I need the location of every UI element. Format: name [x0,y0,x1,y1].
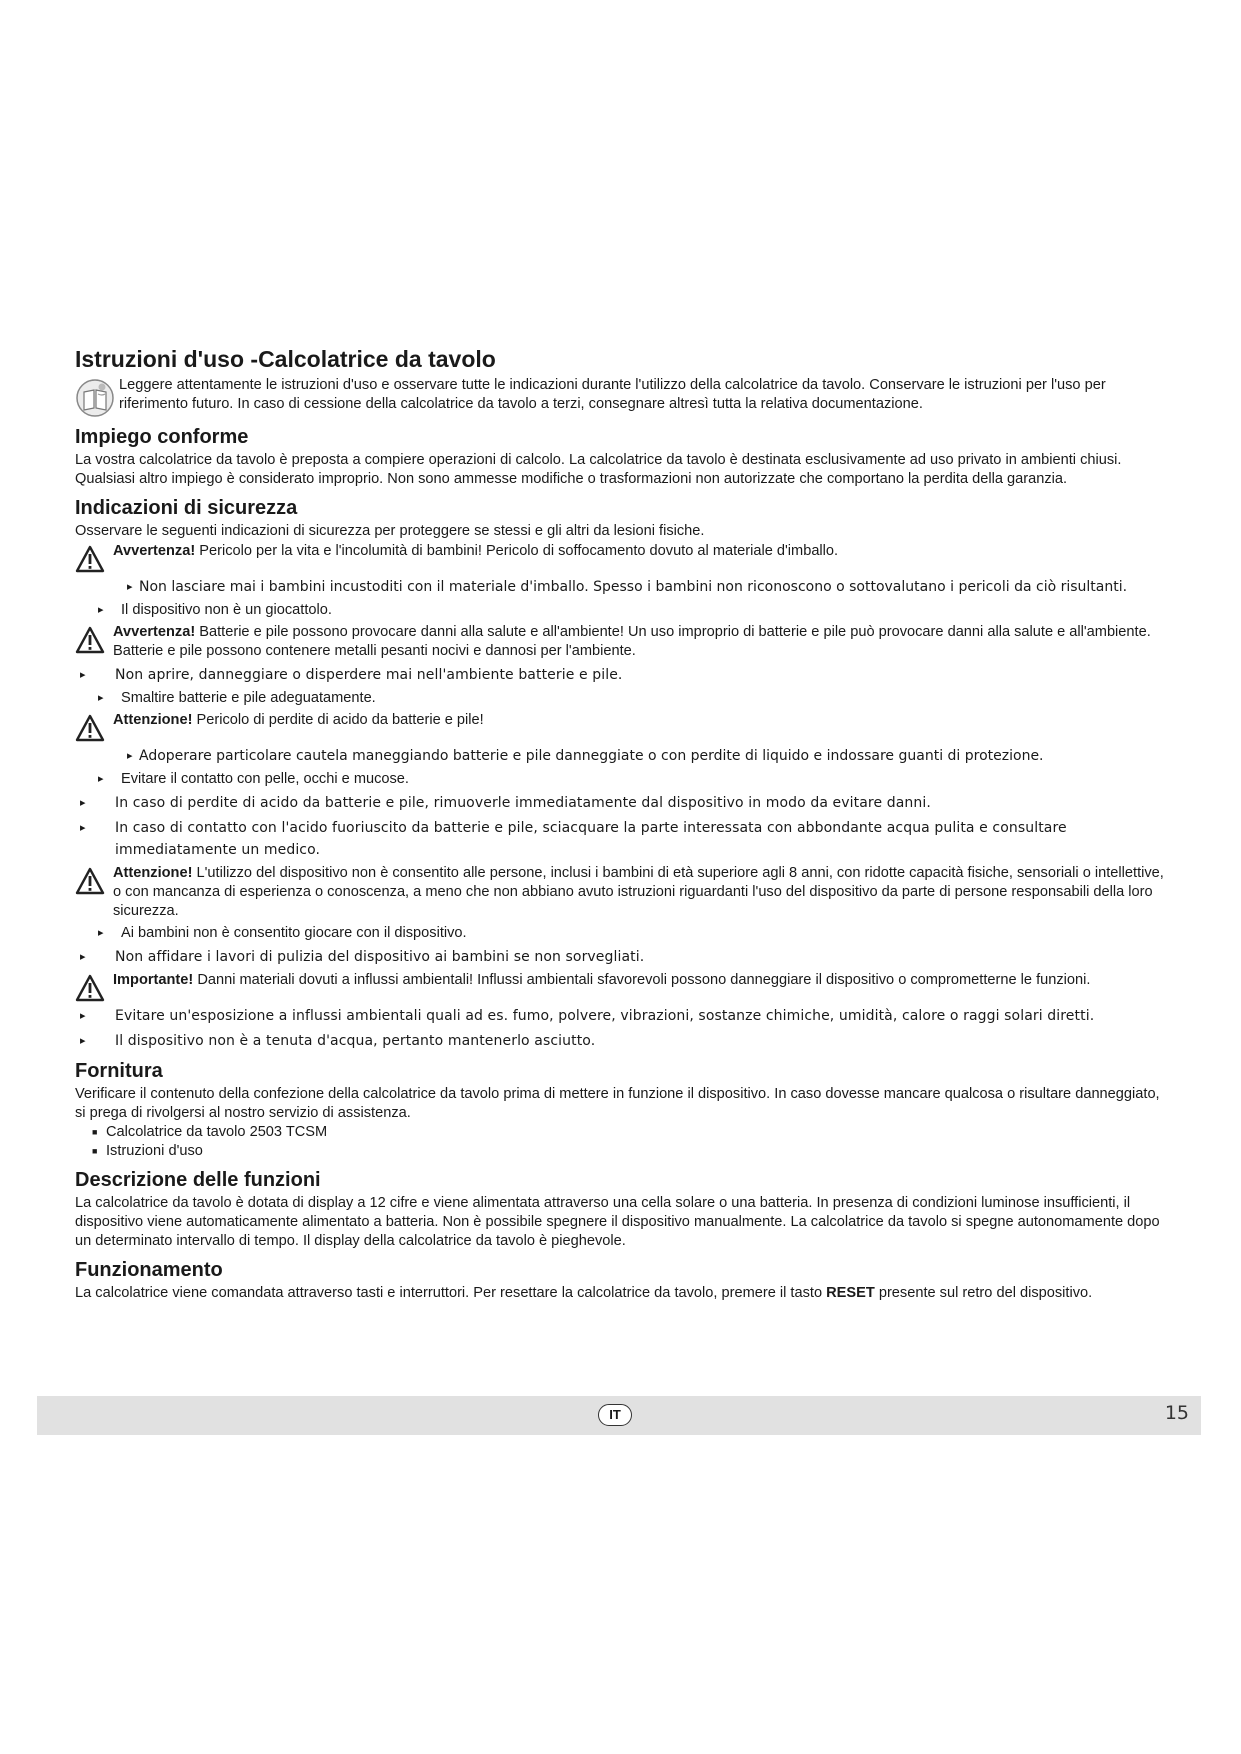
funzionamento-text: La calcolatrice viene comandata attraverso tasti e interruttori. Per resettare la calcolatrice da tavolo, premere il tasto RESET presente sul retro del dispositivo. [75,1285,1093,1301]
heading-funzionamento: Funzionamento [75,1259,223,1281]
list-item: ■ Istruzioni d'uso [75,1142,1165,1161]
warning-block [75,711,1165,742]
heading-descrizione-funzioni: Descrizione delle funzioni [75,1169,321,1191]
warning-triangle-icon [75,545,105,573]
list-item: ▸ Smaltire batterie e pile adeguatamente. [75,689,1165,708]
warning-label: Importante! [113,972,194,988]
warning-triangle-icon [75,714,105,742]
fornitura-text: Verificare il contenuto della confezione della calcolatrice da tavolo prima di mettere in funzione il dispositivo. In caso dovesse mancare qualcosa o risultare danneggiato, si prega di rivolgersi al nostro servizio di assistenza. [75,1086,1160,1121]
page-number: 15 [1164,1402,1189,1424]
language-badge: IT [598,1404,632,1426]
warning-label: Avvertenza! [113,624,196,640]
intro-text: Leggere attentamente le istruzioni d'uso e osservare tutte le indicazioni durante l'utilizzo della calcolatrice da tavolo. Conservare le istruzioni per l'uso per riferimento futuro. In caso di cessione della calcolatrice da tavolo a terzi, consegnare altresì tutta la relativa documentazione. [119,377,1106,412]
reset-key-label: RESET [826,1285,875,1301]
warning-label: Avvertenza! [113,543,196,559]
warning-label: Attenzione! [113,712,193,728]
warning-text: Importante! Danni materiali dovuti a influssi ambientali! Influssi ambientali sfavorevoli possono danneggiare il dispositivo o comprometterne le funzioni. [113,972,1091,988]
list-item: ▸ Evitare un'esposizione a influssi ambientali quali ad es. fumo, polvere, vibrazioni, sostanze chimiche, umidità, calore o raggi solari diretti. [75,1005,1165,1027]
page-footer [37,1396,1201,1435]
descrizione-text: La calcolatrice da tavolo è dotata di display a 12 cifre e viene alimentata attraverso una cella solare o una batteria. In presenza di condizioni luminose insufficienti, il dispositivo viene automaticamente alimentato a batteria. Non è possibile spegnere il dispositivo manualmente. La calcolatrice da tavolo si spegne autonomamente dopo un determinato intervallo di tempo. Il display della calcolatrice da tavolo è pieghevole. [75,1195,1160,1249]
warning-triangle-icon [75,626,105,654]
page-title: Istruzioni d'uso -Calcolatrice da tavolo [75,346,496,372]
list-item: ▸ Ai bambini non è consentito giocare con il dispositivo. [75,924,1165,943]
heading-indicazioni-sicurezza: Indicazioni di sicurezza [75,497,298,519]
list-item: ▸ Il dispositivo non è a tenuta d'acqua, pertanto mantenerlo asciutto. [75,1030,1165,1052]
read-manual-icon [75,378,115,418]
list-item: ▸ Evitare il contatto con pelle, occhi e mucose. [75,770,1165,789]
warning-block [75,542,1165,573]
list-item: ■ Calcolatrice da tavolo 2503 TCSM [75,1123,1165,1142]
warning-text: Avvertenza! Batterie e pile possono provocare danni alla salute e all'ambiente! Un uso improprio di batterie e pile può provocare danni alla salute e all'ambiente. Batterie e pile possono contenere metalli pesanti nocivi e dannosi per l'ambiente. [113,624,1151,659]
list-item: ▸ Non lasciare mai i bambini incustoditi con il materiale d'imballo. Spesso i bambini non riconoscono o sottovalutano i pericoli da ciò risultanti. [75,576,1165,598]
warning-text: Avvertenza! Pericolo per la vita e l'incolumità di bambini! Pericolo di soffocamento dovuto al materiale d'imballo. [113,543,839,559]
warning-triangle-icon [75,867,105,895]
heading-impiego-conforme: Impiego conforme [75,426,249,448]
warning-block [75,623,1165,661]
list-item: ▸ In caso di contatto con l'acido fuoriuscito da batterie e pile, sciacquare la parte interessata con abbondante acqua pulita e consultare immediatamente un medico. [75,817,1165,861]
warning-label: Attenzione! [113,865,193,881]
list-item: ▸ Adoperare particolare cautela maneggiando batterie e pile danneggiate o con perdite di liquido e indossare guanti di protezione. [75,745,1165,767]
warning-text: Attenzione! Pericolo di perdite di acido da batterie e pile! [113,712,484,728]
list-item: ▸ Non affidare i lavori di pulizia del dispositivo ai bambini se non sorvegliati. [75,946,1165,968]
manual-page [75,346,1165,1303]
list-item: ▸ Non aprire, danneggiare o disperdere mai nell'ambiente batterie e pile. [75,664,1165,686]
intro-block [75,376,1165,418]
impiego-paragraph-1: La vostra calcolatrice da tavolo è preposta a compiere operazioni di calcolo. La calcolatrice da tavolo è destinata esclusivamente ad uso privato in ambienti chiusi. [75,452,1122,468]
warning-triangle-icon [75,974,105,1002]
warning-text: Attenzione! L'utilizzo del dispositivo non è consentito alle persone, inclusi i bambini di età superiore agli 8 anni, con ridotte capacità fisiche, sensoriali o intellettive, o con mancanza di esperienza o conoscenza, a meno che non abbiano avuto istruzioni riguardanti l'uso del dispositivo da parte di persone responsabili della loro sicurezza. [113,865,1164,919]
heading-fornitura: Fornitura [75,1060,163,1082]
list-item: ▸ Il dispositivo non è un giocattolo. [75,601,1165,620]
warning-block [75,864,1165,921]
impiego-paragraph-2: Qualsiasi altro impiego è considerato improprio. Non sono ammesse modifiche o trasformazioni non autorizzate che comportano la perdita della garanzia. [75,471,1068,487]
warning-block [75,971,1165,1002]
sicurezza-intro: Osservare le seguenti indicazioni di sicurezza per proteggere se stessi e gli altri da lesioni fisiche. [75,523,705,539]
list-item: ▸ In caso di perdite di acido da batterie e pile, rimuoverle immediatamente dal dispositivo in modo da evitare danni. [75,792,1165,814]
